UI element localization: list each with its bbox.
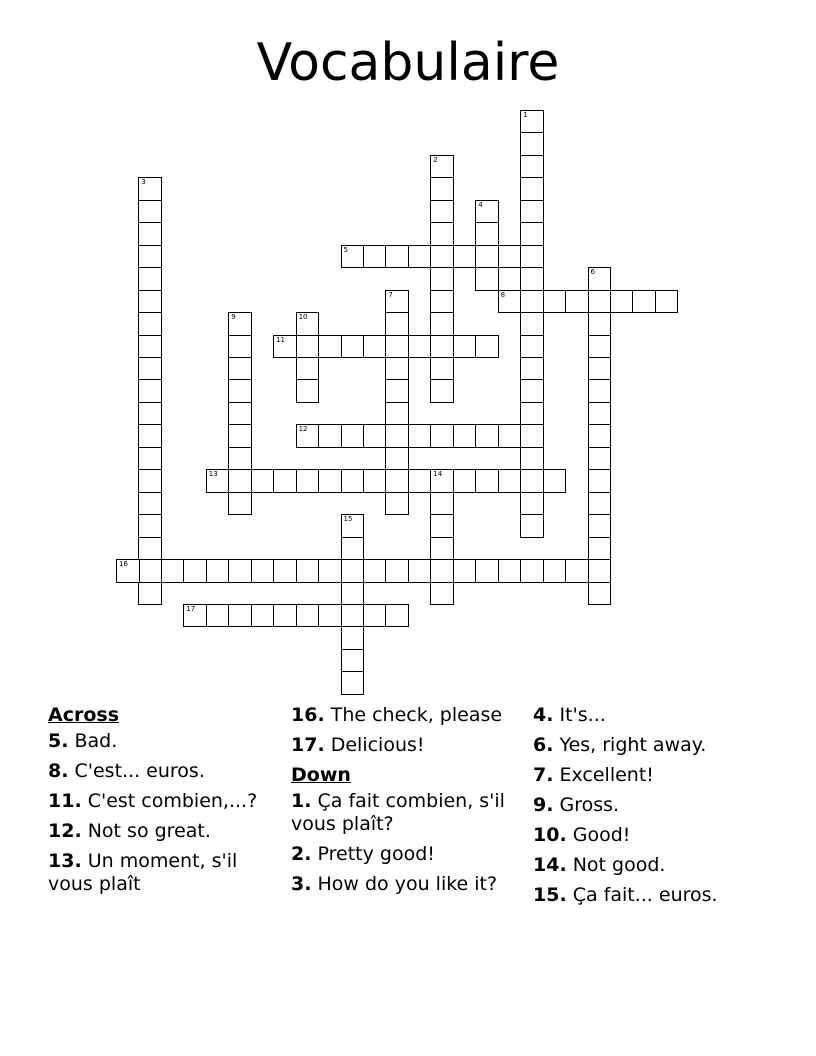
down-heading: Down: [291, 764, 351, 786]
grid-cell[interactable]: [341, 582, 365, 606]
grid-cell[interactable]: [385, 312, 409, 336]
grid-cell[interactable]: [475, 335, 499, 359]
grid-cell[interactable]: [138, 177, 162, 201]
grid-cell[interactable]: [296, 604, 320, 628]
grid-cell[interactable]: [385, 447, 409, 471]
grid-cell[interactable]: [430, 335, 454, 359]
grid-cell[interactable]: [273, 335, 297, 359]
clue-number: 3.: [291, 873, 312, 895]
cell-number: 13: [208, 470, 218, 479]
grid-cell[interactable]: [520, 469, 544, 493]
clue-down-1: [291, 790, 516, 836]
cell-number: 1: [523, 111, 528, 119]
grid-cell[interactable]: [228, 379, 252, 403]
clue-number: 15.: [533, 884, 567, 906]
cell-number: 4: [478, 200, 483, 209]
grid-cell[interactable]: [116, 559, 140, 583]
clue-text: Not good.: [572, 854, 666, 876]
grid-cell[interactable]: [138, 469, 162, 493]
grid-cell[interactable]: [161, 559, 185, 583]
grid-cell[interactable]: [251, 559, 275, 583]
grid-cell[interactable]: [475, 200, 499, 224]
cell-number: 10: [298, 313, 308, 321]
grid-cell[interactable]: [498, 469, 522, 493]
cell-number: 7: [388, 290, 393, 299]
clue-number: 11.: [48, 790, 82, 812]
cell-number: 16: [119, 560, 128, 568]
clue-number: 7.: [533, 764, 554, 786]
grid-cell[interactable]: [453, 559, 477, 583]
grid-cell[interactable]: [520, 357, 544, 381]
grid-cell[interactable]: [588, 469, 612, 493]
grid-cell[interactable]: [385, 290, 409, 314]
grid-cell[interactable]: [138, 290, 162, 314]
grid-cell[interactable]: [138, 402, 162, 426]
grid-cell[interactable]: [385, 469, 409, 493]
grid-cell[interactable]: [498, 424, 522, 448]
grid-cell[interactable]: [453, 424, 477, 448]
grid-cell[interactable]: [385, 379, 409, 403]
grid-cell[interactable]: [206, 559, 230, 583]
clue-down-10: [533, 824, 773, 847]
grid-cell[interactable]: [453, 469, 477, 493]
grid-cell[interactable]: [475, 222, 499, 246]
grid-cell[interactable]: [228, 357, 252, 381]
grid-cell[interactable]: [588, 447, 612, 471]
clue-down-3: [291, 873, 516, 896]
clue-text: Yes, right away.: [559, 734, 707, 756]
grid-cell[interactable]: [296, 559, 320, 583]
grid-cell[interactable]: [341, 671, 365, 695]
grid-cell[interactable]: [588, 559, 612, 583]
clue-text: Bad.: [74, 730, 118, 752]
clues-column-2: [291, 704, 516, 903]
grid-cell[interactable]: [520, 447, 544, 471]
grid-cell[interactable]: [475, 424, 499, 448]
grid-cell[interactable]: [430, 357, 454, 381]
grid-cell[interactable]: [565, 290, 589, 314]
clue-number: 2.: [291, 843, 312, 865]
clue-number: 1.: [291, 790, 312, 812]
grid-cell[interactable]: [296, 312, 320, 336]
grid-cell[interactable]: [228, 469, 252, 493]
clue-text: Gross.: [559, 794, 620, 816]
grid-cell[interactable]: [655, 290, 679, 314]
clue-across-5: [48, 730, 273, 753]
grid-cell[interactable]: [341, 245, 365, 269]
cell-number: 2: [433, 155, 438, 164]
grid-cell[interactable]: [138, 537, 162, 561]
grid-cell[interactable]: [430, 200, 454, 224]
clue-down-2: [291, 843, 516, 866]
clue-across-8: [48, 760, 273, 783]
cell-number: 3: [141, 178, 146, 187]
clue-number: 13.: [48, 850, 82, 872]
grid-cell[interactable]: [341, 604, 365, 628]
grid-cell[interactable]: [385, 424, 409, 448]
grid-cell[interactable]: [408, 335, 432, 359]
grid-cell[interactable]: [273, 604, 297, 628]
grid-cell[interactable]: [520, 492, 544, 516]
clue-number: 9.: [533, 794, 554, 816]
grid-cell[interactable]: [341, 626, 365, 650]
grid-cell[interactable]: [520, 559, 544, 583]
grid-cell[interactable]: [543, 469, 567, 493]
grid-cell[interactable]: [520, 110, 544, 134]
grid-cell[interactable]: [520, 514, 544, 538]
clue-number: 14.: [533, 854, 567, 876]
grid-cell[interactable]: [498, 559, 522, 583]
clue-down-6: [533, 734, 773, 757]
cell-number: 17: [186, 604, 196, 613]
cell-number: 9: [231, 313, 236, 321]
clue-text: C'est combien,...?: [87, 790, 258, 812]
across-heading: Across: [48, 704, 120, 726]
grid-cell[interactable]: [430, 222, 454, 246]
grid-cell[interactable]: [408, 559, 432, 583]
grid-cell[interactable]: [520, 312, 544, 336]
grid-cell[interactable]: [363, 559, 387, 583]
grid-cell[interactable]: [228, 424, 252, 448]
grid-cell[interactable]: [543, 290, 567, 314]
clue-text: Un moment, s'il vous plaît: [48, 850, 238, 895]
grid-cell[interactable]: [341, 335, 365, 359]
clue-across-16: [291, 704, 516, 727]
grid-cell[interactable]: [520, 245, 544, 269]
cell-number: 6: [590, 268, 595, 277]
grid-cell[interactable]: [520, 200, 544, 224]
cell-number: 5: [343, 245, 348, 254]
clue-text: Delicious!: [330, 734, 425, 756]
grid-cell[interactable]: [341, 424, 365, 448]
grid-cell[interactable]: [385, 245, 409, 269]
grid-cell[interactable]: [385, 335, 409, 359]
cell-number: 12: [298, 425, 308, 434]
grid-cell[interactable]: [430, 379, 454, 403]
clue-number: 10.: [533, 824, 567, 846]
grid-cell[interactable]: [183, 559, 207, 583]
grid-cell[interactable]: [475, 469, 499, 493]
clue-text: C'est... euros.: [74, 760, 205, 782]
grid-cell[interactable]: [520, 155, 544, 179]
clues-column-1: [48, 704, 273, 903]
grid-cell[interactable]: [588, 335, 612, 359]
grid-cell[interactable]: [610, 290, 634, 314]
grid-cell[interactable]: [138, 200, 162, 224]
grid-cell[interactable]: [588, 424, 612, 448]
cell-number: 15: [343, 515, 353, 524]
grid-cell[interactable]: [430, 559, 454, 583]
grid-cell[interactable]: [588, 537, 612, 561]
cell-number: 14: [433, 470, 443, 479]
grid-cell[interactable]: [296, 469, 320, 493]
grid-cell[interactable]: [475, 267, 499, 291]
clue-number: 4.: [533, 704, 554, 726]
grid-cell[interactable]: [363, 245, 387, 269]
grid-cell[interactable]: [273, 469, 297, 493]
clue-text: Ça fait combien, s'il vous plaît?: [291, 790, 505, 835]
grid-cell[interactable]: [138, 335, 162, 359]
grid-cell[interactable]: [138, 582, 162, 606]
grid-cell[interactable]: [385, 492, 409, 516]
grid-cell[interactable]: [138, 379, 162, 403]
grid-cell[interactable]: [318, 604, 342, 628]
clue-text: Ça fait... euros.: [572, 884, 718, 906]
grid-cell[interactable]: [341, 514, 365, 538]
grid-cell[interactable]: [318, 424, 342, 448]
grid-cell[interactable]: [228, 604, 252, 628]
grid-cell[interactable]: [296, 357, 320, 381]
grid-cell[interactable]: [341, 469, 365, 493]
grid-cell[interactable]: [296, 379, 320, 403]
clue-text: Pretty good!: [317, 843, 435, 865]
clue-text: Good!: [572, 824, 631, 846]
puzzle-title: Vocabulaire: [256, 33, 560, 93]
grid-cell[interactable]: [138, 492, 162, 516]
grid-cell[interactable]: [588, 312, 612, 336]
grid-cell[interactable]: [363, 335, 387, 359]
clue-down-14: [533, 854, 773, 877]
grid-cell[interactable]: [543, 559, 567, 583]
clue-number: 8.: [48, 760, 69, 782]
grid-cell[interactable]: [520, 267, 544, 291]
grid-cell[interactable]: [430, 245, 454, 269]
grid-cell[interactable]: [498, 290, 522, 314]
grid-cell[interactable]: [430, 267, 454, 291]
grid-cell[interactable]: [588, 582, 612, 606]
cell-number: 8: [500, 290, 506, 299]
clue-text: The check, please: [330, 704, 503, 726]
grid-cell[interactable]: [632, 290, 656, 314]
grid-cell[interactable]: [138, 222, 162, 246]
clue-text: Not so great.: [87, 820, 211, 842]
grid-cell[interactable]: [520, 402, 544, 426]
grid-cell[interactable]: [341, 559, 365, 583]
grid-cell[interactable]: [498, 245, 522, 269]
grid-cell[interactable]: [588, 514, 612, 538]
grid-cell[interactable]: [453, 335, 477, 359]
grid-cell[interactable]: [385, 559, 409, 583]
grid-cell[interactable]: [296, 335, 320, 359]
grid-cell[interactable]: [430, 177, 454, 201]
clue-number: 12.: [48, 820, 82, 842]
clue-across-11: [48, 790, 273, 813]
grid-cell[interactable]: [453, 245, 477, 269]
grid-cell[interactable]: [183, 604, 207, 628]
grid-cell[interactable]: [475, 559, 499, 583]
grid-cell[interactable]: [588, 402, 612, 426]
grid-cell[interactable]: [138, 267, 162, 291]
grid-cell[interactable]: [520, 132, 544, 156]
grid-cell[interactable]: [138, 245, 162, 269]
grid-cell[interactable]: [430, 582, 454, 606]
grid-cell[interactable]: [520, 177, 544, 201]
clue-down-9: [533, 794, 773, 817]
grid-cell[interactable]: [430, 312, 454, 336]
grid-cell[interactable]: [363, 469, 387, 493]
grid-cell[interactable]: [520, 424, 544, 448]
grid-cell[interactable]: [138, 559, 162, 583]
clue-across-17: [291, 734, 516, 757]
grid-cell[interactable]: [251, 604, 275, 628]
grid-cell[interactable]: [588, 379, 612, 403]
grid-cell[interactable]: [520, 222, 544, 246]
clue-number: 5.: [48, 730, 69, 752]
grid-cell[interactable]: [318, 559, 342, 583]
grid-cell[interactable]: [363, 604, 387, 628]
grid-cell[interactable]: [520, 290, 544, 314]
clue-text: How do you like it?: [317, 873, 498, 895]
grid-cell[interactable]: [138, 312, 162, 336]
grid-cell[interactable]: [228, 492, 252, 516]
grid-cell[interactable]: [588, 290, 612, 314]
grid-cell[interactable]: [138, 424, 162, 448]
grid-cell[interactable]: [228, 447, 252, 471]
grid-cell[interactable]: [520, 379, 544, 403]
grid-cell[interactable]: [138, 514, 162, 538]
grid-cell[interactable]: [341, 537, 365, 561]
grid-cell[interactable]: [228, 335, 252, 359]
clue-across-12: [48, 820, 273, 843]
grid-cell[interactable]: [273, 559, 297, 583]
grid-cell[interactable]: [296, 424, 320, 448]
grid-cell[interactable]: [475, 245, 499, 269]
grid-cell[interactable]: [408, 245, 432, 269]
grid-cell[interactable]: [385, 604, 409, 628]
grid-cell[interactable]: [385, 402, 409, 426]
grid-cell[interactable]: [430, 492, 454, 516]
grid-cell[interactable]: [520, 335, 544, 359]
grid-cell[interactable]: [565, 559, 589, 583]
grid-cell[interactable]: [430, 290, 454, 314]
grid-cell[interactable]: [430, 537, 454, 561]
grid-cell[interactable]: [318, 469, 342, 493]
grid-cell[interactable]: [228, 559, 252, 583]
grid-cell[interactable]: [430, 155, 454, 179]
clue-down-15: [533, 884, 773, 907]
clue-number: 6.: [533, 734, 554, 756]
grid-cell[interactable]: [206, 604, 230, 628]
grid-cell[interactable]: [588, 492, 612, 516]
clues-column-3: [533, 704, 773, 914]
grid-cell[interactable]: [138, 357, 162, 381]
grid-cell[interactable]: [588, 267, 612, 291]
grid-cell[interactable]: [251, 469, 275, 493]
clue-down-4: [533, 704, 773, 727]
grid-cell[interactable]: [206, 469, 230, 493]
grid-cell[interactable]: [138, 447, 162, 471]
grid-cell[interactable]: [385, 357, 409, 381]
clue-down-7: [533, 764, 773, 787]
grid-cell[interactable]: [318, 335, 342, 359]
grid-cell[interactable]: [408, 424, 432, 448]
grid-cell[interactable]: [588, 357, 612, 381]
grid-cell[interactable]: [430, 424, 454, 448]
grid-cell[interactable]: [430, 514, 454, 538]
grid-cell[interactable]: [430, 469, 454, 493]
clue-number: 16.: [291, 704, 325, 726]
grid-cell[interactable]: [408, 469, 432, 493]
cell-number: 11: [276, 335, 286, 344]
clue-number: 17.: [291, 734, 325, 756]
grid-cell[interactable]: [363, 424, 387, 448]
clue-text: It's...: [559, 704, 606, 726]
grid-cell[interactable]: [228, 312, 252, 336]
clue-across-13: [48, 850, 273, 896]
grid-cell[interactable]: [228, 402, 252, 426]
grid-cell[interactable]: [341, 649, 365, 673]
clue-text: Excellent!: [559, 764, 654, 786]
